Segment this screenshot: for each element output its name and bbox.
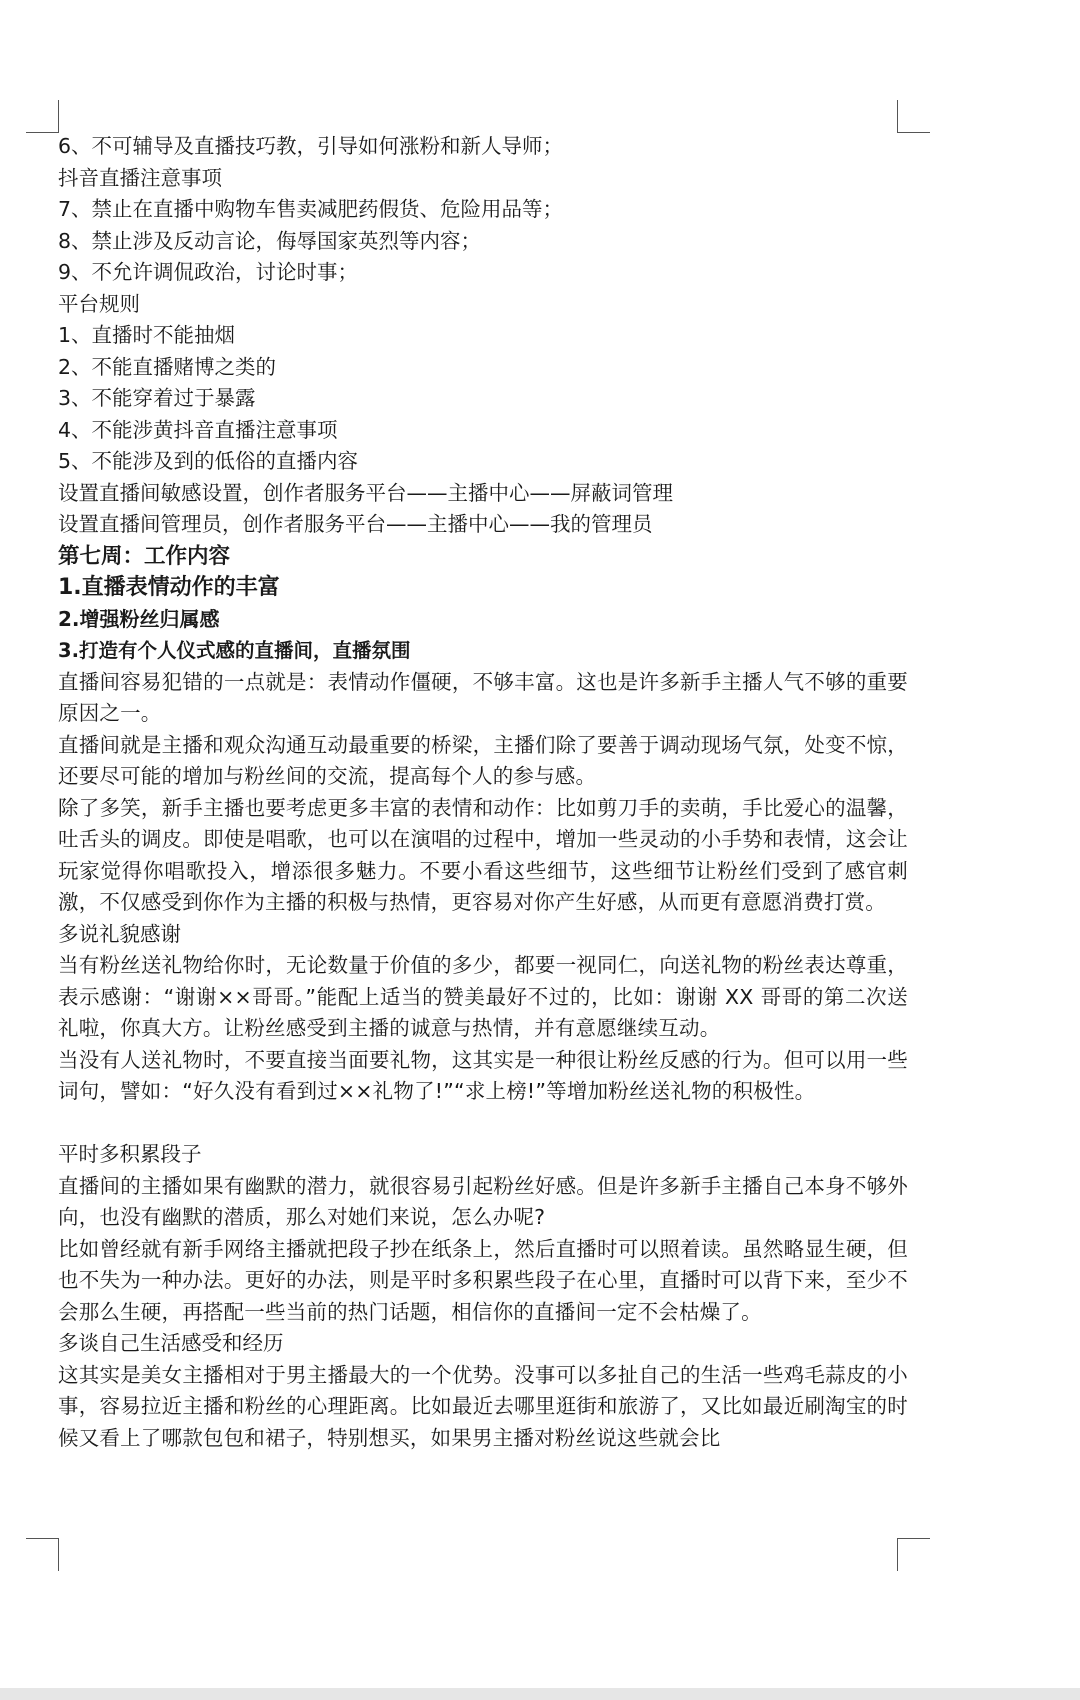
blank-line [58, 1108, 908, 1140]
setting-line: 设置直播间管理员，创作者服务平台——主播中心——我的管理员 [58, 512, 653, 536]
paragraph: 直播间容易犯错的一点就是：表情动作僵硬，不够丰富。这也是许多新手主播人气不够的重要原因之一。 [58, 669, 908, 725]
section-title: 抖音直播注意事项 [58, 165, 222, 190]
heading-expressions: 1.直播表情动作的丰富 [58, 575, 280, 600]
week-heading: 第七周：工作内容 [58, 543, 231, 569]
paragraph: 这其实是美女主播相对于男主播最大的一个优势。没事可以多扯自己的生活一些鸡毛蒜皮的小事，容易拉近主播和粉丝的心理距离。比如最近去哪里逛街和旅游了，又比如最近刷淘宝的时候又看上了哪款包包和裙子，特别想买，如果男主播对粉丝说这些就会比 [58, 1362, 908, 1450]
heading-ritual: 3.打造有个人仪式感的直播间，直播氛围 [58, 639, 411, 662]
section-title: 平台规则 [58, 291, 140, 316]
page-corner-mark-bottom-left [26, 1538, 59, 1571]
paragraph: 直播间就是主播和观众沟通互动最重要的桥梁，主播们除了要善于调动现场气氛，处变不惊，还要尽可能的增加与粉丝间的交流，提高每个人的参与感。 [58, 732, 908, 788]
paragraph: 比如曾经就有新手网络主播就把段子抄在纸条上，然后直播时可以照着读。虽然略显生硬，但也不失为一种办法。更好的办法，则是平时多积累些段子在心里，直播时可以背下来，至少不会那么生硬，再搭配一些当前的热门话题，相信你的直播间一定不会枯燥了。 [58, 1236, 908, 1324]
rule-line: 3、不能穿着过于暴露 [58, 386, 256, 410]
heading-belonging: 2.增强粉丝归属感 [58, 606, 220, 631]
rule-line: 5、不能涉及到的低俗的直播内容 [58, 449, 359, 473]
document-body [58, 131, 908, 1454]
paragraph: 直播间的主播如果有幽默的潜力，就很容易引起粉丝好感。但是许多新手主播自己本身不够外向，也没有幽默的潜质，那么对她们来说，怎么办呢? [58, 1173, 908, 1229]
rule-line: 1、直播时不能抽烟 [58, 323, 236, 347]
rule-line: 2、不能直播赌博之类的 [58, 354, 277, 379]
paragraph: 当有粉丝送礼物给你时，无论数量于价值的多少，都要一视同仁，向送礼物的粉丝表达尊重，表示感谢：“谢谢××哥哥。”能配上适当的赞美最好不过的，比如：谢谢 XX 哥哥的第二次送礼啦，你真大方。让粉丝感受到主播的诚意与热情，并有意愿继续互动。 [58, 953, 908, 1040]
rule-line: 6、不可辅导及直播技巧教，引导如何涨粉和新人导师； [58, 134, 564, 158]
page-corner-mark-top-left [26, 100, 59, 133]
rule-line: 8、禁止涉及反动言论，侮辱国家英烈等内容； [58, 228, 482, 253]
rule-line: 9、不允许调侃政治，讨论时事； [58, 260, 359, 284]
subheading-thanks: 多说礼貌感谢 [58, 921, 181, 946]
subheading-life: 多谈自己生活感受和经历 [58, 1331, 284, 1355]
paragraph: 除了多笑，新手主播也要考虑更多丰富的表情和动作：比如剪刀手的卖萌，手比爱心的温馨，吐舌头的调皮。即使是唱歌，也可以在演唱的过程中，增加一些灵动的小手势和表情，这会让玩家觉得你唱歌投入，增添很多魅力。不要小看这些细节，这些细节让粉丝们受到了感官刺激，不仅感受到你作为主播的积极与热情，更容易对你产生好感，从而更有意愿消费打赏。 [58, 795, 908, 914]
rule-line: 7、禁止在直播中购物车售卖减肥药假货、危险用品等； [58, 197, 564, 221]
page-corner-mark-top-right [897, 100, 930, 133]
bottom-scroll-edge [0, 1688, 1080, 1700]
setting-line: 设置直播间敏感设置，创作者服务平台——主播中心——屏蔽词管理 [58, 480, 673, 505]
rule-line: 4、不能涉黄抖音直播注意事项 [58, 417, 338, 442]
subheading-jokes: 平时多积累段子 [58, 1142, 202, 1166]
page-corner-mark-bottom-right [897, 1538, 930, 1571]
paragraph: 当没有人送礼物时，不要直接当面要礼物，这其实是一种很让粉丝反感的行为。但可以用一些词句，譬如：“好久没有看到过××礼物了!”“求上榜!”等增加粉丝送礼物的积极性。 [58, 1047, 908, 1103]
